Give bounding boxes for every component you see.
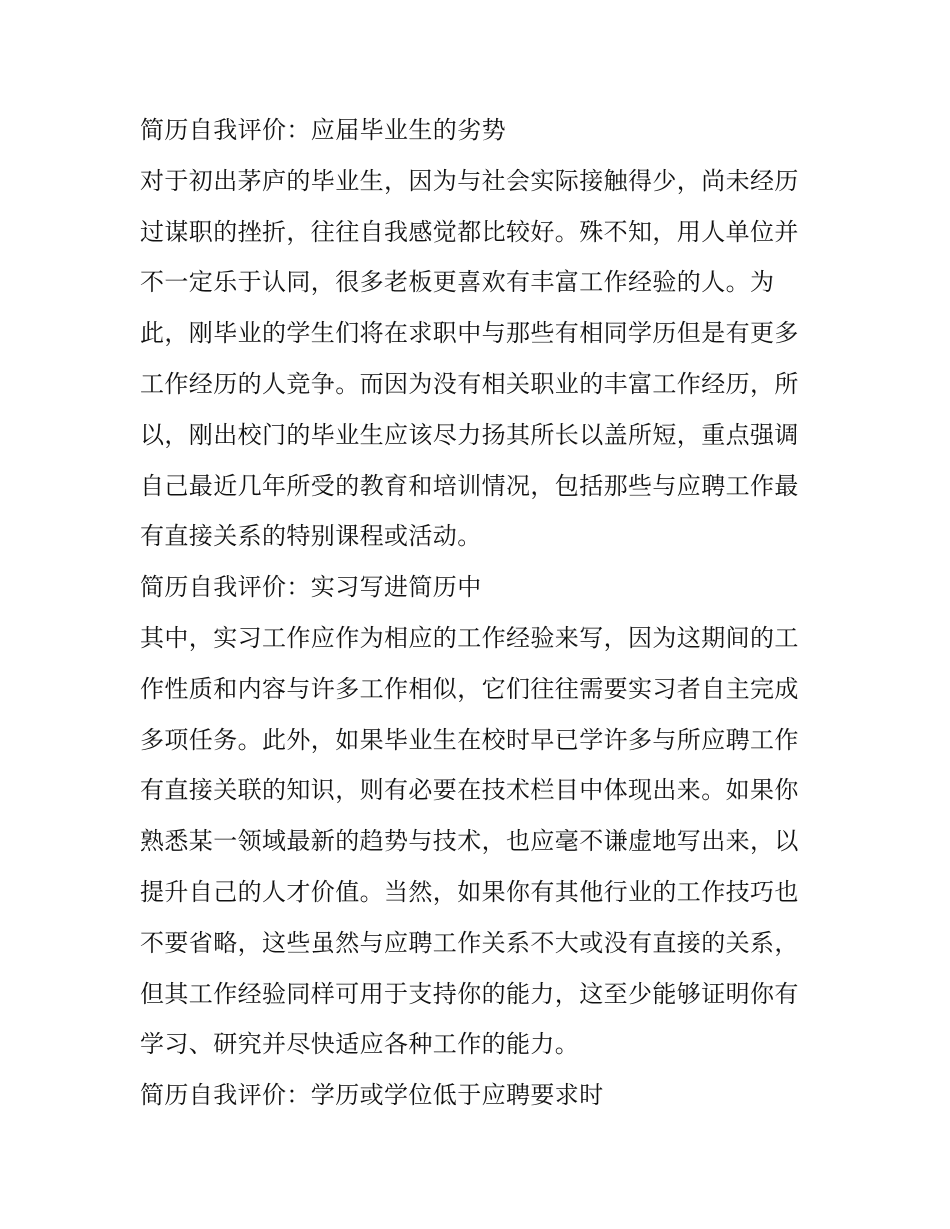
paragraph-graduate-weakness (140, 156, 820, 562)
paragraph-line: 熟悉某一领域最新的趋势与技术，也应毫不谦虚地写出来，以 (140, 827, 799, 856)
document-body (140, 105, 820, 1121)
paragraph-line: 提升自己的人才价值。当然，如果你有其他行业的工作技巧也 (140, 877, 799, 906)
section-heading-graduate-weakness: 简历自我评价：应届毕业生的劣势 (140, 116, 506, 144)
paragraph-line: 学习、研究并尽快适应各种工作的能力。 (140, 1030, 580, 1059)
paragraph-line: 多项任务。此外，如果毕业生在校时早已学许多与所应聘工作 (140, 725, 799, 754)
section-heading-internship: 简历自我评价：实习写进简历中 (140, 573, 482, 602)
paragraph-line: 其中，实习工作应作为相应的工作经验来写，因为这期间的工 (140, 623, 799, 652)
paragraph-line: 自己最近几年所受的教育和培训情况，包括那些与应聘工作最 (140, 471, 799, 500)
paragraph-line: 工作经历的人竞争。而因为没有相关职业的丰富工作经历，所 (140, 369, 799, 398)
paragraph-internship (140, 613, 820, 1070)
paragraph-line: 不要省略，这些虽然与应聘工作关系不大或没有直接的关系， (140, 928, 799, 957)
section-heading-low-degree: 简历自我评价：学历或学位低于应聘要求时 (140, 1081, 604, 1110)
paragraph-line: 过谋职的挫折，往往自我感觉都比较好。殊不知，用人单位并 (140, 217, 799, 246)
paragraph-line: 以，刚出校门的毕业生应该尽力扬其所长以盖所短，重点强调 (140, 420, 799, 449)
paragraph-line: 有直接关联的知识，则有必要在技术栏目中体现出来。如果你 (140, 776, 799, 805)
paragraph-line: 此，刚毕业的学生们将在求职中与那些有相同学历但是有更多 (140, 319, 799, 348)
paragraph-line: 不一定乐于认同，很多老板更喜欢有丰富工作经验的人。为 (140, 268, 775, 297)
paragraph-line: 对于初出茅庐的毕业生，因为与社会实际接触得少，尚未经历 (140, 166, 799, 195)
paragraph-line: 但其工作经验同样可用于支持你的能力，这至少能够证明你有 (140, 979, 799, 1008)
paragraph-line: 有直接关系的特别课程或活动。 (140, 522, 482, 551)
paragraph-line: 作性质和内容与许多工作相似，它们往往需要实习者自主完成 (140, 674, 799, 703)
